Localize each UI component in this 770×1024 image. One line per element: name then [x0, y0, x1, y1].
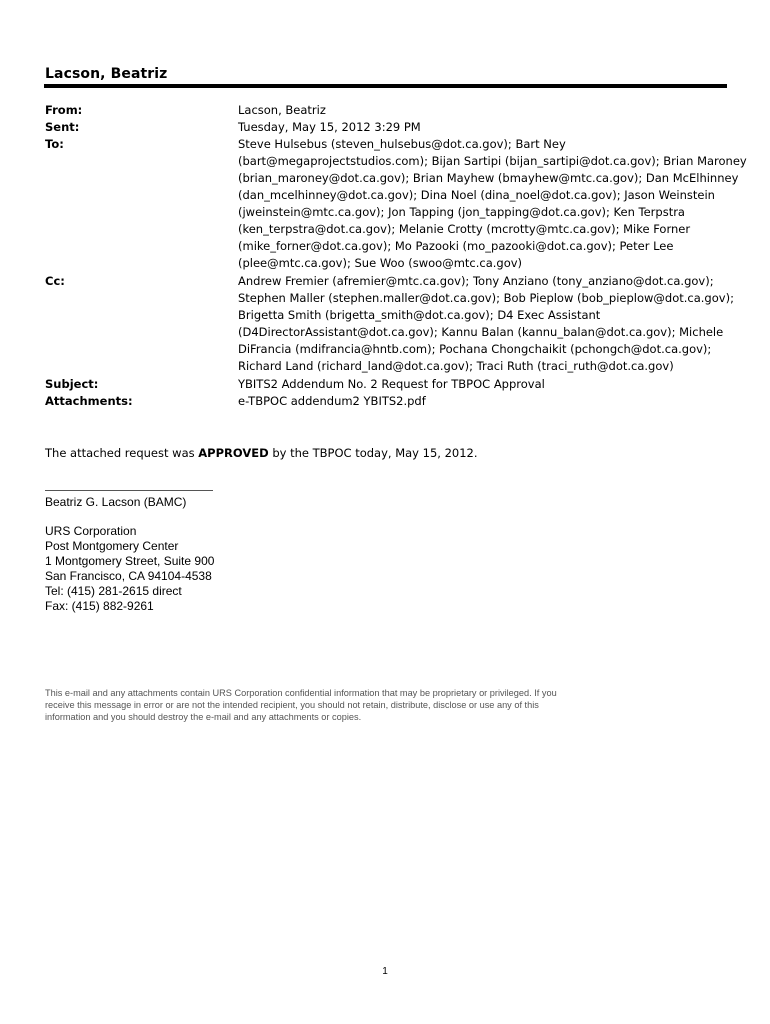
signature-divider: [45, 490, 213, 491]
disclaimer-line: This e-mail and any attachments contain URS Corporation confidential information that may be proprietary or privileged. If you: [45, 688, 557, 698]
subject-label: Subject:: [45, 377, 99, 391]
to-line: (jweinstein@mtc.ca.gov); Jon Tapping (jon_tapping@dot.ca.gov); Ken Terpstra: [238, 205, 685, 219]
to-line: (plee@mtc.ca.gov); Sue Woo (swoo@mtc.ca.gov): [238, 256, 523, 270]
disclaimer-line: receive this message in error or are not the intended recipient, you should not retain, distribute, disclose or use any of this: [45, 700, 539, 710]
signature-name: Beatriz G. Lacson (BAMC): [45, 495, 187, 509]
from-label: From:: [45, 103, 83, 117]
to-line: (mike_forner@dot.ca.gov); Mo Pazooki (mo_pazooki@dot.ca.gov); Peter Lee: [238, 239, 674, 253]
cc-line: DiFrancia (mdifrancia@hntb.com); Pochana Chongchaikit (pchongch@dot.ca.gov);: [238, 342, 712, 356]
signature-line: URS Corporation: [45, 524, 137, 538]
signature-line: Tel: (415) 281-2615 direct: [45, 584, 182, 598]
cc-line: Brigetta Smith (brigetta_smith@dot.ca.gov); D4 Exec Assistant: [238, 308, 601, 322]
cc-label: Cc:: [45, 274, 65, 288]
attachment-filename: e-TBPOC addendum2 YBITS2.pdf: [238, 394, 426, 408]
to-line: (ken_terpstra@dot.ca.gov); Melanie Crotty (mcrotty@mtc.ca.gov); Mike Forner: [238, 222, 691, 236]
approved-emphasis: APPROVED: [198, 446, 269, 460]
signature-line: Post Montgomery Center: [45, 539, 179, 553]
sent-value: Tuesday, May 15, 2012 3:29 PM: [238, 120, 421, 134]
header-divider: [44, 84, 727, 88]
to-line: (brian_maroney@dot.ca.gov); Brian Mayhew (bmayhew@mtc.ca.gov); Dan McElhinney: [238, 171, 739, 185]
disclaimer-line: information and you should destroy the e-mail and any attachments or copies.: [45, 712, 362, 722]
cc-line: (D4DirectorAssistant@dot.ca.gov); Kannu Balan (kannu_balan@dot.ca.gov); Michele: [238, 325, 724, 339]
cc-line: Andrew Fremier (afremier@mtc.ca.gov); Tony Anziano (tony_anziano@dot.ca.gov);: [238, 274, 714, 288]
cc-line: Stephen Maller (stephen.maller@dot.ca.gov); Bob Pieplow (bob_pieplow@dot.ca.gov);: [238, 291, 734, 305]
to-line: (dan_mcelhinney@dot.ca.gov); Dina Noel (dina_noel@dot.ca.gov); Jason Weinstein: [238, 188, 715, 202]
to-label: To:: [45, 137, 64, 151]
signature-line: Fax: (415) 882-9261: [45, 599, 154, 613]
to-line: Steve Hulsebus (steven_hulsebus@dot.ca.gov); Bart Ney: [238, 137, 566, 151]
from-value: Lacson, Beatriz: [238, 103, 326, 117]
email-body: [45, 446, 478, 460]
attachments-label: Attachments:: [45, 394, 133, 408]
body-text-before: The attached request was: [45, 446, 199, 460]
to-line: (bart@megaprojectstudios.com); Bijan Sartipi (bijan_sartipi@dot.ca.gov); Brian Maroney: [238, 154, 747, 168]
subject-value: YBITS2 Addendum No. 2 Request for TBPOC Approval: [238, 377, 545, 391]
sent-label: Sent:: [45, 120, 80, 134]
page-number: 1: [382, 966, 388, 977]
signature-line: 1 Montgomery Street, Suite 900: [45, 554, 215, 568]
email-sender-title: Lacson, Beatriz: [45, 66, 168, 82]
body-text-after: by the TBPOC today, May 15, 2012.: [268, 446, 478, 460]
cc-line: Richard Land (richard_land@dot.ca.gov); Traci Ruth (traci_ruth@dot.ca.gov): [238, 359, 674, 373]
signature-line: San Francisco, CA 94104-4538: [45, 569, 212, 583]
